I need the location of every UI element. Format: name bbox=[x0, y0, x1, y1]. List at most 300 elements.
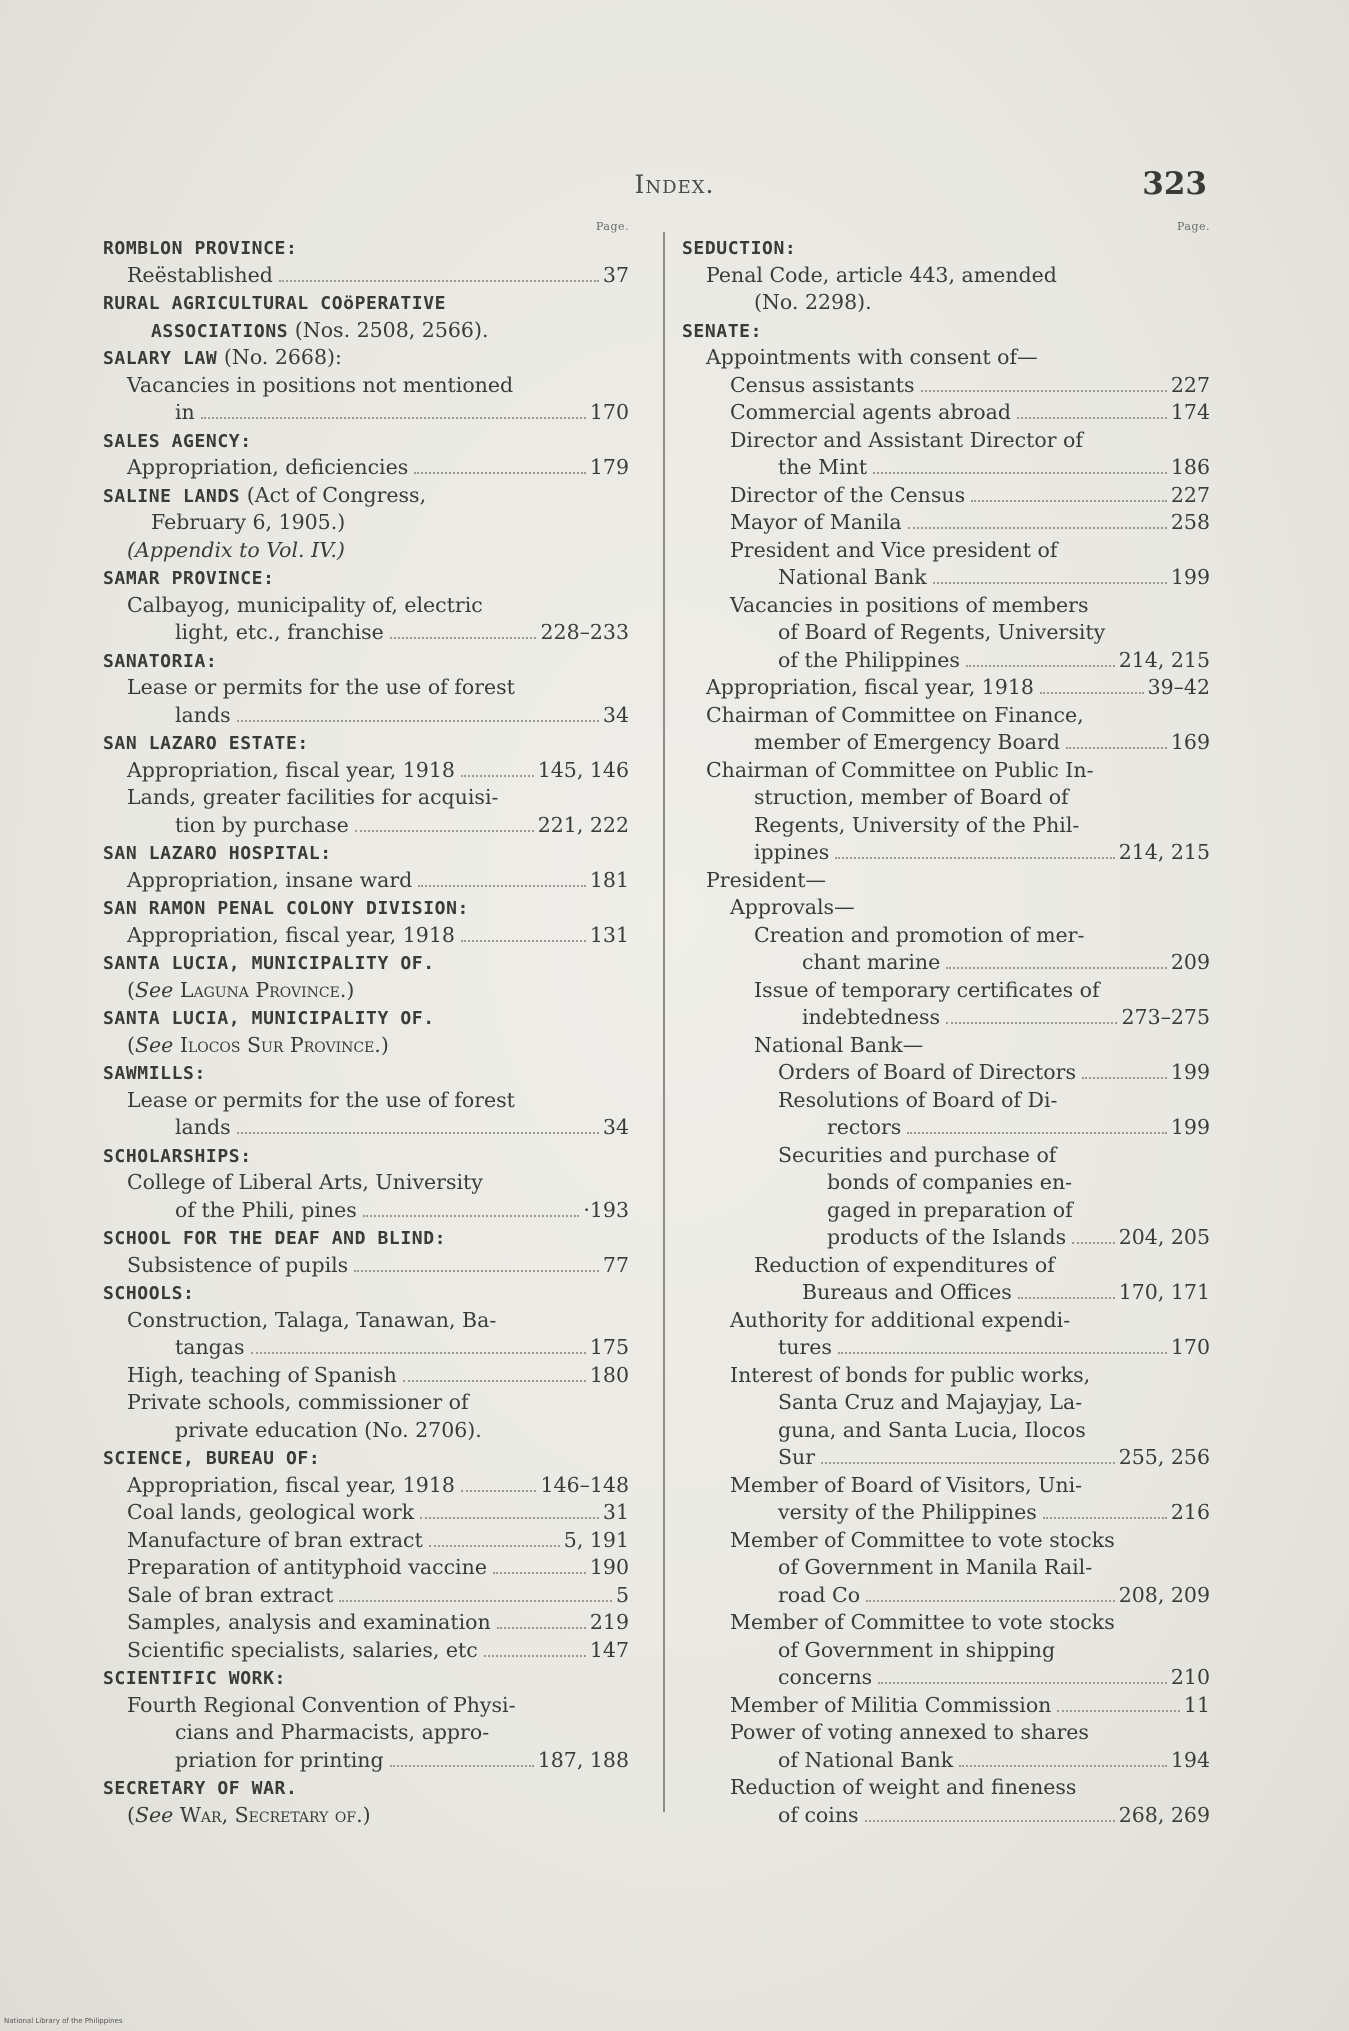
entry-text: in bbox=[175, 400, 195, 424]
leader-dots bbox=[493, 1571, 586, 1574]
heading-text: SAMAR PROVINCE: bbox=[103, 568, 275, 589]
index-entry bbox=[103, 1472, 629, 1500]
index-entry bbox=[682, 1087, 1210, 1115]
heading-text: SEDUCTION: bbox=[682, 238, 797, 259]
entry-text: Appropriation, fiscal year, 1918 bbox=[127, 922, 455, 947]
index-entry bbox=[103, 1417, 629, 1445]
page-reference: 214, 215 bbox=[1118, 647, 1210, 672]
index-entry bbox=[103, 1087, 629, 1115]
index-entry bbox=[682, 784, 1210, 812]
index-heading bbox=[682, 317, 1210, 345]
leader-dots bbox=[251, 1351, 586, 1354]
leader-dots bbox=[484, 1654, 586, 1657]
leader-dots bbox=[1057, 1709, 1180, 1712]
index-heading bbox=[103, 1664, 629, 1692]
leader-dots bbox=[418, 884, 586, 887]
page-reference: 190 bbox=[589, 1555, 629, 1579]
index-entry bbox=[682, 1004, 1210, 1032]
leader-dots bbox=[873, 471, 1167, 474]
entry-text: Private schools, commissioner of bbox=[127, 1390, 469, 1414]
entry-text: bonds of companies en- bbox=[827, 1170, 1073, 1194]
entry-text: (Appendix to Vol. IV.) bbox=[127, 537, 345, 562]
page-column-label: Page. bbox=[1176, 220, 1210, 233]
index-entry bbox=[682, 1169, 1210, 1197]
entry-text: member of Emergency Board bbox=[754, 730, 1060, 754]
leader-dots bbox=[1043, 1516, 1167, 1519]
entry-text: of Board of Regents, University bbox=[778, 620, 1106, 644]
page-reference: 146–148 bbox=[540, 1472, 629, 1497]
index-entry bbox=[103, 1554, 629, 1582]
index-entry bbox=[682, 344, 1210, 372]
entry-text: concerns bbox=[778, 1665, 873, 1689]
index-entry bbox=[682, 1059, 1210, 1087]
leader-dots bbox=[414, 471, 586, 474]
page-reference: 34 bbox=[602, 1115, 629, 1139]
entry-text: of coins bbox=[778, 1802, 859, 1827]
index-heading bbox=[103, 949, 629, 977]
index-entry bbox=[103, 867, 629, 895]
entry-text: Power of voting annexed to shares bbox=[730, 1720, 1089, 1744]
entry-text: Member of Militia Commission bbox=[730, 1692, 1052, 1717]
heading-detail: (Act of Congress, bbox=[240, 482, 427, 507]
leader-dots bbox=[1018, 1296, 1115, 1299]
index-heading bbox=[103, 729, 629, 757]
leader-dots bbox=[497, 1626, 586, 1629]
page-reference: 228–233 bbox=[540, 620, 629, 644]
page-reference: 170 bbox=[589, 400, 629, 424]
index-entry bbox=[103, 1389, 629, 1417]
index-entry bbox=[682, 1389, 1210, 1417]
index-entry bbox=[682, 1307, 1210, 1335]
index-entry bbox=[682, 1417, 1210, 1445]
entry-text: gaged in preparation of bbox=[827, 1197, 1073, 1222]
leader-dots bbox=[966, 664, 1115, 667]
index-entry bbox=[682, 1554, 1210, 1582]
index-entry bbox=[103, 1307, 629, 1335]
index-entry bbox=[103, 1637, 629, 1665]
leader-dots bbox=[1072, 1241, 1115, 1244]
entry-text: Samples, analysis and examination bbox=[127, 1610, 491, 1634]
index-heading bbox=[103, 1224, 629, 1252]
entry-text: Mayor of Manila bbox=[730, 510, 902, 534]
entry-text: Penal Code, article 443, amended bbox=[706, 262, 1057, 287]
index-entry bbox=[682, 1637, 1210, 1665]
cross-reference: (See Ilocos Sur Province.) bbox=[127, 1032, 389, 1057]
leader-dots bbox=[835, 856, 1114, 859]
leader-dots bbox=[339, 1599, 612, 1602]
entry-text: Appropriation, fiscal year, 1918 bbox=[127, 757, 455, 782]
entry-text: National Bank bbox=[778, 565, 927, 589]
index-heading bbox=[103, 647, 629, 675]
entry-text: the Mint bbox=[778, 455, 868, 479]
leader-dots bbox=[907, 1131, 1167, 1134]
page-reference: 5, 191 bbox=[563, 1527, 629, 1552]
entry-text: road Co bbox=[778, 1582, 861, 1607]
index-entry bbox=[103, 1527, 629, 1555]
index-entry bbox=[682, 1362, 1210, 1390]
index-heading bbox=[103, 234, 629, 262]
index-heading bbox=[103, 894, 629, 922]
page-reference: 175 bbox=[589, 1335, 629, 1359]
page-reference: 5 bbox=[615, 1582, 629, 1607]
entry-text: Manufacture of bran extract bbox=[127, 1527, 423, 1552]
index-entry bbox=[103, 1582, 629, 1610]
entry-text: of Government in Manila Rail- bbox=[778, 1555, 1093, 1579]
cross-reference: (See War, Secretary of.) bbox=[127, 1802, 371, 1827]
leader-dots bbox=[946, 1021, 1117, 1024]
index-entry bbox=[682, 729, 1210, 757]
leader-dots bbox=[971, 499, 1167, 502]
heading-detail: (Nos. 2508, 2566). bbox=[288, 317, 489, 342]
index-entry bbox=[682, 1719, 1210, 1747]
entry-text: cians and Pharmacists, appro- bbox=[175, 1720, 490, 1744]
index-entry bbox=[682, 1472, 1210, 1500]
see-label: See bbox=[135, 1032, 174, 1057]
left-column bbox=[103, 220, 629, 1829]
entry-text: Reëstablished bbox=[127, 262, 273, 287]
entry-text: Member of Board of Visitors, Uni- bbox=[730, 1472, 1083, 1497]
see-target: War, Secretary of. bbox=[179, 1802, 363, 1827]
index-heading bbox=[103, 1444, 629, 1472]
index-heading bbox=[103, 317, 629, 345]
right-column bbox=[682, 220, 1210, 1829]
index-entry bbox=[682, 537, 1210, 565]
index-entry bbox=[682, 812, 1210, 840]
leader-dots bbox=[865, 1819, 1115, 1822]
leader-dots bbox=[429, 1544, 560, 1547]
index-entry bbox=[682, 427, 1210, 455]
entry-text: of the Phili, pines bbox=[175, 1197, 357, 1222]
index-entry bbox=[682, 1252, 1210, 1280]
entry-text: Sale of bran extract bbox=[127, 1582, 334, 1607]
index-heading bbox=[103, 1059, 629, 1087]
page-reference: 179 bbox=[589, 455, 629, 479]
page-reference: 273–275 bbox=[1121, 1005, 1210, 1029]
page-reference: 214, 215 bbox=[1118, 840, 1210, 864]
leader-dots bbox=[959, 1764, 1167, 1767]
entry-text: Lease or permits for the use of forest bbox=[127, 675, 515, 699]
index-entry bbox=[682, 1032, 1210, 1060]
index-entry bbox=[103, 674, 629, 702]
index-entry bbox=[682, 399, 1210, 427]
page-reference: 204, 205 bbox=[1118, 1225, 1210, 1249]
page-reference: 258 bbox=[1170, 510, 1210, 534]
entry-text: Calbayog, municipality of, electric bbox=[127, 592, 483, 617]
index-entry bbox=[103, 1747, 629, 1775]
index-entry bbox=[682, 1692, 1210, 1720]
heading-text: SCHOOL FOR THE DEAF AND BLIND: bbox=[103, 1228, 447, 1249]
leader-dots bbox=[403, 1379, 586, 1382]
entry-text: versity of the Philippines bbox=[778, 1500, 1037, 1524]
index-entry bbox=[682, 372, 1210, 400]
entry-text: chant marine bbox=[802, 950, 941, 974]
entry-text: Santa Cruz and Majayjay, La- bbox=[778, 1390, 1083, 1414]
index-entry bbox=[103, 537, 629, 565]
page-reference: 170 bbox=[1170, 1335, 1210, 1359]
index-entry bbox=[103, 1692, 629, 1720]
page-reference: 145, 146 bbox=[537, 757, 629, 782]
entry-text: indebtedness bbox=[802, 1005, 941, 1029]
leader-dots bbox=[946, 966, 1167, 969]
leader-dots bbox=[354, 1269, 599, 1272]
entry-text: Regents, University of the Phil- bbox=[754, 812, 1080, 837]
index-heading bbox=[103, 1004, 629, 1032]
leader-dots bbox=[866, 1599, 1115, 1602]
index-entry bbox=[682, 977, 1210, 1005]
heading-text: SCIENTIFIC WORK: bbox=[103, 1668, 286, 1689]
entry-text: private education (No. 2706). bbox=[175, 1417, 482, 1442]
page-reference: 131 bbox=[589, 922, 629, 947]
entry-text: Sur bbox=[778, 1445, 816, 1469]
page-reference: 227 bbox=[1170, 372, 1210, 397]
index-entry bbox=[682, 1224, 1210, 1252]
heading-text: ASSOCIATIONS bbox=[151, 320, 289, 342]
index-entry bbox=[103, 702, 629, 730]
entry-text: Bureaus and Offices bbox=[802, 1280, 1012, 1304]
index-entry bbox=[103, 1169, 629, 1197]
entry-text: Member of Committee to vote stocks bbox=[730, 1610, 1115, 1634]
entry-text: Lease or permits for the use of forest bbox=[127, 1087, 515, 1112]
leader-dots bbox=[1082, 1076, 1167, 1079]
index-entry bbox=[103, 1362, 629, 1390]
index-entry bbox=[682, 674, 1210, 702]
leader-dots bbox=[821, 1461, 1115, 1464]
index-heading bbox=[103, 289, 629, 317]
entry-text: Reduction of expenditures of bbox=[754, 1252, 1055, 1277]
index-heading bbox=[103, 427, 629, 455]
entry-text: lands bbox=[175, 1115, 231, 1139]
page-reference: 216 bbox=[1170, 1500, 1210, 1524]
leader-dots bbox=[363, 1214, 580, 1217]
index-entry bbox=[103, 592, 629, 620]
entry-text: Resolutions of Board of Di- bbox=[778, 1087, 1058, 1112]
entry-text: February 6, 1905.) bbox=[151, 510, 346, 534]
index-entry bbox=[103, 784, 629, 812]
index-heading bbox=[103, 482, 629, 510]
index-heading bbox=[103, 839, 629, 867]
entry-text: lands bbox=[175, 702, 231, 727]
entry-text: Member of Committee to vote stocks bbox=[730, 1527, 1115, 1552]
index-entry bbox=[103, 1719, 629, 1747]
index-entry bbox=[682, 262, 1210, 290]
page-reference: 255, 256 bbox=[1118, 1445, 1210, 1469]
index-entry bbox=[103, 922, 629, 950]
index-entry bbox=[682, 509, 1210, 537]
heading-text: SANATORIA: bbox=[103, 650, 218, 672]
leader-dots bbox=[237, 719, 599, 722]
heading-text: SALARY LAW bbox=[103, 348, 218, 369]
entry-text: Director of the Census bbox=[730, 482, 966, 507]
index-heading bbox=[103, 564, 629, 592]
index-entry bbox=[103, 262, 629, 290]
see-target: Laguna Province. bbox=[179, 977, 347, 1002]
heading-text: SAN LAZARO ESTATE: bbox=[103, 733, 309, 754]
entry-text: Reduction of weight and fineness bbox=[730, 1775, 1077, 1799]
page-reference: 169 bbox=[1170, 730, 1210, 754]
entry-text: Orders of Board of Directors bbox=[778, 1060, 1076, 1084]
leader-dots bbox=[279, 279, 599, 282]
index-entry bbox=[682, 1334, 1210, 1362]
entry-text: College of Liberal Arts, University bbox=[127, 1170, 483, 1194]
heading-text: SECRETARY OF WAR. bbox=[103, 1778, 298, 1799]
heading-text: SENATE: bbox=[682, 320, 763, 342]
page-reference: 170, 171 bbox=[1118, 1280, 1210, 1304]
entry-text: Lands, greater facilities for acquisi- bbox=[127, 785, 499, 809]
see-label: See bbox=[135, 977, 174, 1002]
index-entry bbox=[682, 619, 1210, 647]
see-target: Ilocos Sur Province. bbox=[179, 1032, 381, 1057]
index-entry bbox=[682, 592, 1210, 620]
index-entry bbox=[682, 289, 1210, 317]
entry-text: products of the Islands bbox=[827, 1225, 1067, 1249]
page-reference: 187, 188 bbox=[537, 1747, 629, 1772]
entry-text: Interest of bonds for public works, bbox=[730, 1362, 1091, 1387]
page-reference: ·193 bbox=[583, 1197, 629, 1222]
index-entry bbox=[103, 812, 629, 840]
entry-text: Appropriation, deficiencies bbox=[127, 455, 409, 479]
entry-text: (No. 2298). bbox=[754, 290, 872, 314]
entry-text: Chairman of Committee on Finance, bbox=[706, 702, 1084, 727]
entry-text: tures bbox=[778, 1335, 832, 1359]
leader-dots bbox=[390, 1764, 534, 1767]
entry-text: Securities and purchase of bbox=[778, 1142, 1057, 1167]
entry-text: Commercial agents abroad bbox=[730, 400, 1011, 424]
page-reference: 227 bbox=[1170, 482, 1210, 507]
cross-reference: (See Laguna Province.) bbox=[127, 977, 355, 1002]
entry-text: of the Philippines bbox=[778, 647, 960, 672]
index-entry bbox=[103, 1114, 629, 1142]
page-reference: 194 bbox=[1170, 1747, 1210, 1772]
page-reference: 11 bbox=[1183, 1692, 1210, 1717]
leader-dots bbox=[1017, 416, 1167, 419]
entry-text: Scientific specialists, salaries, etc bbox=[127, 1637, 478, 1662]
heading-text: SCHOLARSHIPS: bbox=[103, 1145, 252, 1167]
page-number: 323 bbox=[1142, 166, 1207, 202]
index-entry bbox=[682, 1774, 1210, 1802]
entry-text: Creation and promotion of mer- bbox=[754, 922, 1085, 947]
index-heading bbox=[103, 1279, 629, 1307]
heading-text: SAN LAZARO HOSPITAL: bbox=[103, 843, 332, 864]
entry-text: Appropriation, fiscal year, 1918 bbox=[706, 675, 1034, 699]
index-entry bbox=[103, 509, 629, 537]
index-entry bbox=[103, 757, 629, 785]
footer-note: National Library of the Philippines bbox=[4, 2017, 123, 2025]
index-entry bbox=[682, 1114, 1210, 1142]
index-entry bbox=[682, 949, 1210, 977]
heading-text: SAN RAMON PENAL COLONY DIVISION: bbox=[103, 898, 469, 919]
entry-text: Appropriation, fiscal year, 1918 bbox=[127, 1472, 455, 1497]
index-entry bbox=[103, 1609, 629, 1637]
index-entry bbox=[682, 1747, 1210, 1775]
entry-text: Vacancies in positions not mentioned bbox=[127, 372, 514, 397]
index-entry bbox=[103, 1252, 629, 1280]
leader-dots bbox=[1066, 746, 1167, 749]
entry-text: Appointments with consent of— bbox=[706, 345, 1038, 369]
page-column-label: Page. bbox=[595, 220, 629, 233]
page-reference: 208, 209 bbox=[1118, 1582, 1210, 1607]
entry-text: Vacancies in positions of members bbox=[730, 592, 1089, 617]
entry-text: guna, and Santa Lucia, Ilocos bbox=[778, 1417, 1086, 1442]
index-entry bbox=[103, 399, 629, 427]
leader-dots bbox=[420, 1516, 599, 1519]
entry-text: Chairman of Committee on Public In- bbox=[706, 757, 1094, 782]
heading-text: SALINE LANDS bbox=[103, 485, 241, 507]
leader-dots bbox=[878, 1681, 1167, 1684]
page-reference: 77 bbox=[602, 1252, 629, 1277]
index-entry bbox=[682, 1664, 1210, 1692]
leader-dots bbox=[1040, 691, 1144, 694]
entry-text: tion by purchase bbox=[175, 812, 349, 837]
index-entry bbox=[682, 454, 1210, 482]
entry-text: of Government in shipping bbox=[778, 1637, 1056, 1662]
page-reference: 199 bbox=[1170, 1060, 1210, 1084]
heading-text: SALES AGENCY: bbox=[103, 430, 252, 452]
leader-dots bbox=[933, 581, 1167, 584]
index-heading bbox=[103, 344, 629, 372]
entry-text: Coal lands, geological work bbox=[127, 1500, 415, 1524]
entry-text: High, teaching of Spanish bbox=[127, 1362, 397, 1387]
entry-text: ippines bbox=[754, 840, 830, 864]
leader-dots bbox=[838, 1351, 1167, 1354]
page-reference: 209 bbox=[1170, 950, 1210, 974]
column-divider bbox=[663, 232, 665, 1812]
entry-text: tangas bbox=[175, 1335, 245, 1359]
index-entry bbox=[103, 619, 629, 647]
index-entry bbox=[682, 564, 1210, 592]
heading-detail: (No. 2668): bbox=[217, 345, 342, 369]
page-reference: 186 bbox=[1170, 455, 1210, 479]
entry-text: Fourth Regional Convention of Physi- bbox=[127, 1692, 516, 1717]
index-entry bbox=[682, 1142, 1210, 1170]
index-entry bbox=[682, 922, 1210, 950]
entry-text: Approvals— bbox=[730, 895, 855, 919]
index-entry bbox=[682, 1527, 1210, 1555]
leader-dots bbox=[461, 774, 534, 777]
page-reference: 147 bbox=[589, 1637, 629, 1662]
index-entry bbox=[682, 1802, 1210, 1830]
index-entry bbox=[103, 1197, 629, 1225]
index-entry bbox=[682, 1197, 1210, 1225]
page-reference: 221, 222 bbox=[537, 812, 629, 837]
heading-text: SAWMILLS: bbox=[103, 1063, 206, 1084]
leader-dots bbox=[908, 526, 1167, 529]
entry-text: Subsistence of pupils bbox=[127, 1252, 349, 1277]
page-reference: 180 bbox=[589, 1362, 629, 1387]
index-entry bbox=[682, 1499, 1210, 1527]
leader-dots bbox=[355, 829, 534, 832]
page-reference: 199 bbox=[1170, 565, 1210, 589]
heading-text: SANTA LUCIA, MUNICIPALITY OF. bbox=[103, 1008, 435, 1029]
entry-text: President— bbox=[706, 867, 826, 892]
entry-text: rectors bbox=[827, 1115, 902, 1139]
entry-text: Preparation of antityphoid vaccine bbox=[127, 1555, 487, 1579]
entry-text: Director and Assistant Director of bbox=[730, 427, 1083, 452]
index-entry bbox=[682, 1582, 1210, 1610]
page-reference: 174 bbox=[1170, 400, 1210, 424]
heading-text: ROMBLON PROVINCE: bbox=[103, 238, 298, 259]
index-entry bbox=[682, 1279, 1210, 1307]
heading-text: SCIENCE, BUREAU OF: bbox=[103, 1448, 321, 1469]
leader-dots bbox=[461, 939, 586, 942]
index-entry bbox=[682, 757, 1210, 785]
entry-text: Census assistants bbox=[730, 372, 915, 397]
page-reference: 37 bbox=[602, 262, 629, 287]
index-heading bbox=[103, 1774, 629, 1802]
page-reference: 34 bbox=[602, 702, 629, 727]
index-entry bbox=[682, 482, 1210, 510]
index-entry bbox=[682, 647, 1210, 675]
leader-dots bbox=[921, 389, 1167, 392]
